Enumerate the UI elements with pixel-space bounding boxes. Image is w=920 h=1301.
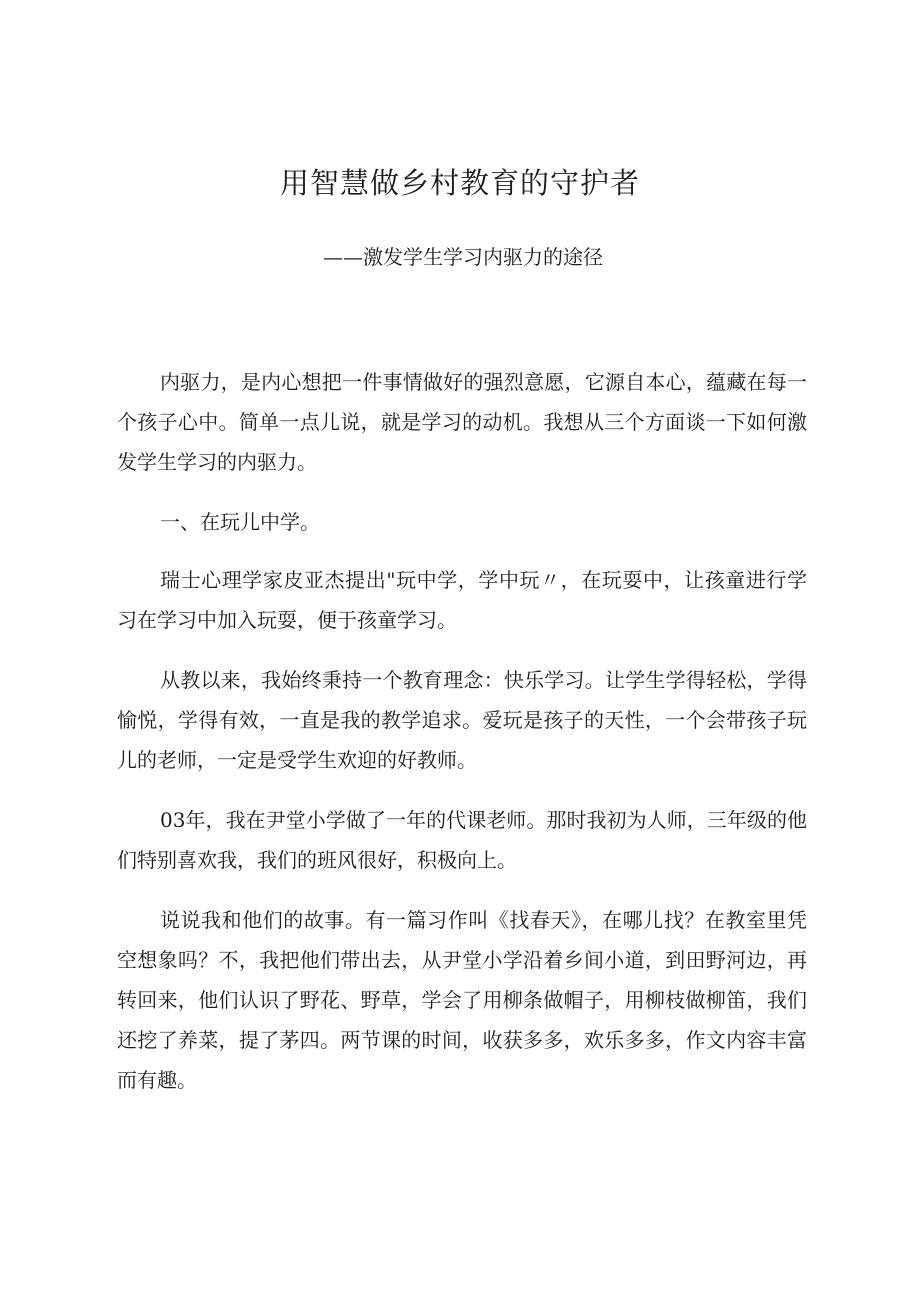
paragraph-intro: 内驱力，是内心想把一件事情做好的强烈意愿，它源自本心，蕴藏在每一个孩子心中。简单一点儿说，就是学习的动机。我想从三个方面谈一下如何激发学生学习的内驱力。 [117,370,807,474]
document-subtitle: ——激发学生学习内驱力的途径 [323,245,603,269]
paragraph-teaching-philosophy: 从教以来，我始终秉持一个教育理念：快乐学习。让学生学得轻松，学得愉悦，学得有效，一直是我的教学追求。爱玩是孩子的天性，一个会带孩子玩儿的老师，一定是受学生欢迎的好教师。 [117,668,807,772]
document-body [117,362,807,1120]
section-heading: 一、在玩儿中学。 [160,510,320,534]
paragraph-piaget: 瑞士心理学家皮亚杰提出"玩中学，学中玩〃，在玩耍中，让孩童进行学习在学习中加入玩耍，便于孩童学习。 [117,568,807,632]
document-title: 用智慧做乡村教育的守护者 [279,166,640,200]
paragraph-story: 说说我和他们的故事。有一篇习作叫《找春天》，在哪儿找？在教室里凭空想象吗？不，我把他们带出去，从尹堂小学沿着乡间小道，到田野河边，再转回来，他们认识了野花、野草，学会了用柳条做帽子，用柳枝做柳笛，我们还挖了养菜，提了茅四。两节课的时间，收获多多，欢乐多多，作文内容丰富而有趣。 [117,908,807,1092]
paragraph-experience: 03年，我在尹堂小学做了一年的代课老师。那时我初为人师，三年级的他们特别喜欢我，我们的班风很好，积极向上。 [117,808,807,872]
